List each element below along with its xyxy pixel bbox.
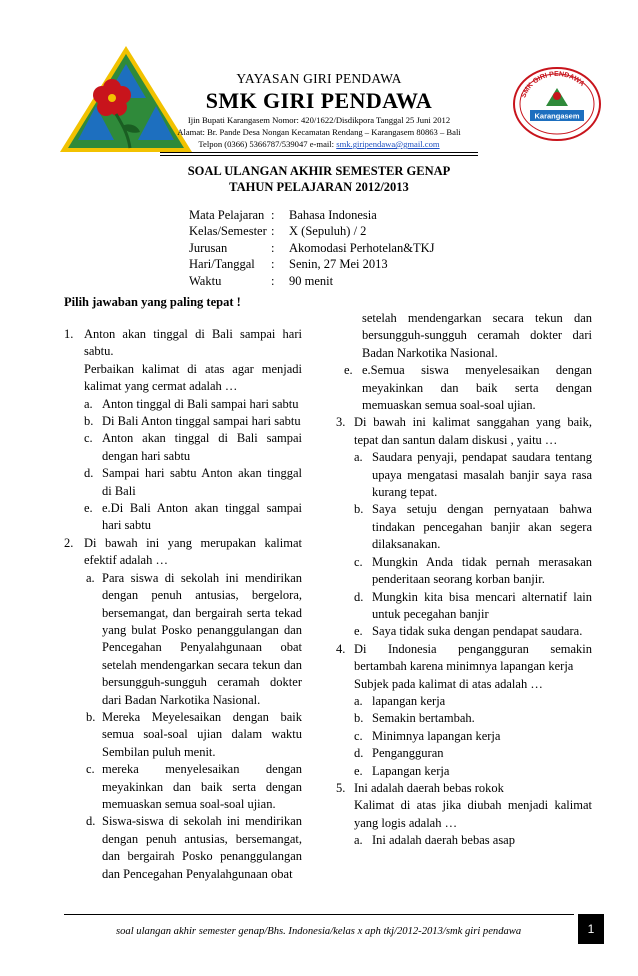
question-number: 3. — [336, 415, 346, 430]
option-text: Mereka Meyelesaikan dengan baik semua soal-soal ujian dalam waktu Sembilan puluh menit. — [102, 709, 302, 759]
question-text: Di bawah ini kalimat sanggahan yang baik, tepat dan santun dalam diskusi , yaitu … — [354, 415, 592, 447]
permit-line: Ijin Bupati Karangasem Nomor: 420/1622/Disdikpora Tanggal 25 Juni 2012 — [187, 115, 451, 125]
option-letter: b. — [354, 502, 364, 517]
question-text: Perbaikan kalimat di atas agar menjadi kalimat yang cermat adalah … — [84, 361, 302, 394]
info-row-subject — [189, 207, 434, 223]
option-3b[interactable] — [336, 501, 592, 553]
option-3d[interactable] — [336, 589, 592, 624]
info-row-major — [189, 240, 434, 256]
option-letter: a. — [86, 570, 95, 585]
question-text: Di Indonesia pengangguran semakin bertambah karena minimnya lapangan kerja — [354, 641, 592, 674]
option-text: Mungkin Anda tidak pernah merasakan penderitaan seorang korban banjir. — [372, 554, 592, 587]
header-rule-thin — [160, 155, 478, 156]
option-text: Para siswa di sekolah ini mendirikan dengan penuh antusias, bergelora, bersemangat, dan bergairah serta tekad yang bulat Posko penanggulangan dan Pencegahan Penyalahgunaan obat setelah mendengarkan secara tekun dan bersungguh-sungguh ceramah dokter dari Badan Narkotika Nasional. — [102, 570, 302, 707]
option-letter: b. — [354, 711, 364, 726]
option-letter: c. — [354, 728, 363, 743]
info-label: Mata Pelajaran — [189, 208, 265, 222]
option-letter: c. — [86, 762, 95, 777]
seal-top-text: SMK GIRI PENDAWA — [520, 70, 586, 99]
footer-rule — [64, 914, 574, 915]
info-label: Kelas/Semester — [189, 224, 267, 239]
option-2d[interactable] — [64, 813, 302, 883]
option-text: Semakin bertambah. — [372, 711, 475, 726]
option-text: e.Di Bali Anton akan tinggal sampai hari sabtu — [102, 501, 302, 533]
option-text: Ini adalah daerah bebas asap — [372, 833, 515, 848]
option-5a[interactable] — [336, 832, 592, 849]
question-text: Anton akan tinggal di Bali sampai hari sabtu. — [84, 327, 302, 359]
option-3e[interactable] — [336, 623, 592, 640]
option-text: Minimnya lapangan kerja — [372, 728, 501, 743]
option-text: Saudara penyaji, pendapat saudara tentang upaya mengatasi masalah banjir saya rasa kurang tepat. — [372, 450, 592, 500]
option-text: Anton akan tinggal di Bali sampai dengan hari sabtu — [102, 431, 302, 463]
question-text: Subjek pada kalimat di atas adalah … — [354, 676, 543, 691]
question-4 — [336, 641, 592, 693]
option-2e[interactable] — [336, 362, 592, 414]
option-letter: c. — [84, 431, 93, 446]
info-value: Akomodasi Perhotelan&TKJ — [289, 240, 435, 255]
school-seal-icon — [512, 66, 602, 142]
school-name: SMK GIRI PENDAWA — [205, 88, 433, 113]
option-1e[interactable] — [64, 500, 302, 535]
address-line: Alamat: Br. Pande Desa Nongan Kecamatan Rendang – Karangasem 80863 – Bali — [177, 127, 461, 137]
info-colon: : — [271, 208, 275, 222]
option-text: Di Bali Anton tinggal sampai hari sabtu — [102, 414, 301, 429]
option-letter: b. — [86, 709, 96, 724]
option-1b[interactable] — [64, 413, 302, 430]
option-2a[interactable] — [64, 570, 302, 709]
question-number: 1. — [64, 327, 74, 341]
option-text: lapangan kerja — [372, 693, 446, 708]
option-4d[interactable] — [336, 745, 592, 762]
option-letter: d. — [354, 746, 364, 761]
option-2b[interactable] — [64, 709, 302, 761]
info-value: X (Sepuluh) / 2 — [289, 224, 367, 239]
exam-year: TAHUN PELAJARAN 2012/2013 — [229, 180, 409, 194]
option-letter: d. — [86, 814, 96, 829]
info-label: Waktu — [189, 273, 222, 288]
option-letter: c. — [354, 554, 363, 569]
option-letter: a. — [354, 833, 363, 848]
info-row-date — [189, 256, 434, 272]
question-text: Ini adalah daerah bebas rokok — [354, 780, 504, 795]
option-4a[interactable] — [336, 693, 592, 710]
info-colon: : — [271, 273, 275, 288]
option-letter: e. — [354, 763, 363, 778]
info-colon: : — [271, 257, 275, 272]
option-letter: a. — [84, 396, 93, 411]
option-letter: e. — [84, 501, 93, 516]
option-letter: b. — [84, 414, 94, 429]
option-2d-continued — [336, 310, 592, 362]
option-text: Sampai hari sabtu Anton akan tinggal di Bali — [102, 466, 302, 498]
option-letter: e. — [354, 624, 363, 639]
seal-banner-text: Karangasem — [534, 111, 580, 121]
option-text: Pengangguran — [372, 746, 444, 761]
header-rule — [160, 152, 478, 153]
option-text: Mungkin kita bisa mencari alternatif lain untuk pecegahan banjir — [372, 589, 592, 621]
page-number: 1 — [578, 914, 604, 944]
foundation-name: YAYASAN GIRI PENDAWA — [236, 71, 402, 86]
option-letter: a. — [354, 450, 363, 465]
info-colon: : — [271, 240, 275, 255]
option-letter: e. — [344, 363, 353, 378]
instruction: Pilih jawaban yang paling tepat ! — [64, 295, 241, 309]
option-text: setelah mendengarkan secara tekun dan bersungguh-sungguh ceramah dokter dari Badan Narkotika Nasional. — [362, 311, 592, 360]
option-letter: d. — [84, 466, 94, 481]
footer-text: soal ulangan akhir semester genap/Bhs. Indonesia/kelas x aph tkj/2012-2013/smk giri pendawa — [116, 926, 522, 937]
info-row-time — [189, 273, 434, 289]
option-3a[interactable] — [336, 449, 592, 501]
question-1 — [64, 326, 302, 396]
question-text: Di bawah ini yang merupakan kalimat efektif adalah … — [84, 535, 302, 568]
contact-line — [160, 139, 478, 149]
option-1d[interactable] — [64, 465, 302, 500]
option-text: e.Semua siswa menyelesaikan dengan meyakinkan dan baik serta dengan memuaskan semua soal-soal ujian. — [362, 363, 592, 413]
option-1c[interactable] — [64, 430, 302, 465]
question-number: 4. — [336, 641, 346, 656]
question-5 — [336, 780, 592, 832]
question-column-left — [64, 326, 302, 883]
question-2 — [64, 535, 302, 570]
question-text: Kalimat di atas jika diubah menjadi kalimat yang logis adalah … — [354, 798, 592, 830]
option-text: mereka menyelesaikan dengan meyakinkan dan baik serta dengan memuaskan semua soal-soal ujian. — [102, 762, 302, 811]
question-column-right — [336, 310, 592, 850]
option-4c[interactable] — [336, 728, 592, 745]
question-number: 5. — [336, 780, 346, 795]
question-3 — [336, 414, 592, 449]
option-4e[interactable] — [336, 763, 592, 780]
option-text: Anton tinggal di Bali sampai hari sabtu — [102, 396, 299, 411]
email-link[interactable]: smk.giripendawa@gmail.com — [336, 139, 440, 149]
phone-text: Telpon (0366) 5366787/539047 e-mail: — [198, 139, 337, 149]
option-2c[interactable] — [64, 761, 302, 813]
exam-title: SOAL ULANGAN AKHIR SEMESTER GENAP — [187, 164, 451, 178]
info-colon: : — [271, 224, 275, 239]
info-value: Bahasa Indonesia — [289, 208, 377, 222]
option-4b[interactable] — [336, 710, 592, 727]
option-3c[interactable] — [336, 554, 592, 589]
option-1a[interactable] — [64, 396, 302, 413]
info-row-class — [189, 223, 434, 239]
question-number: 2. — [64, 535, 74, 550]
option-text: Saya setuju dengan pernyataan bahwa tindakan pencegahan banjir akan segera dilaksanakan. — [372, 502, 592, 552]
option-letter: d. — [354, 589, 364, 604]
exam-info-table — [189, 207, 434, 289]
option-text: Saya tidak suka dengan pendapat saudara. — [372, 624, 583, 639]
info-label: Hari/Tanggal — [189, 257, 255, 272]
option-letter: a. — [354, 693, 363, 708]
info-label: Jurusan — [189, 240, 228, 255]
option-text: Lapangan kerja — [372, 763, 450, 778]
option-text: Siswa-siswa di sekolah ini mendirikan dengan penuh antusias, bersemangat, dan bergairah Posko penanggulangan dan Pencegahan Penyalahgunaan obat — [102, 814, 302, 881]
info-value: 90 menit — [289, 273, 334, 288]
info-value: Senin, 27 Mei 2013 — [289, 257, 388, 272]
